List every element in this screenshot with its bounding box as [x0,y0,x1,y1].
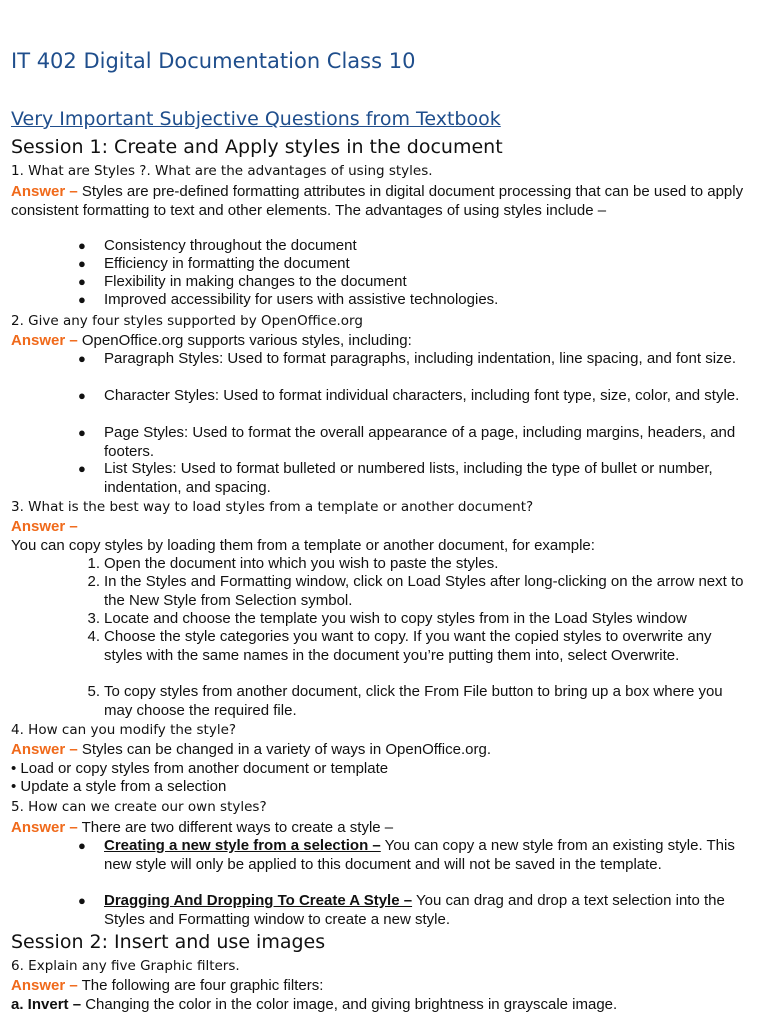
list-item: ● Improved accessibility for users with assistive technologies. [78,291,499,308]
bullet-icon: ● [78,274,86,289]
answer-label: Answer – [11,977,78,994]
list-item: 1. Open the document into which you wish to paste the styles. [87,555,499,572]
list-item: ● Efficiency in formatting the document [78,255,350,272]
bullet-icon: ● [78,425,86,440]
question-3: 3. What is the best way to load styles from a template or another document? [11,499,534,515]
list-item: 2. In the Styles and Formatting window, click on Load Styles after long-clicking on the arrow next to the New Style from Selection symbol. [87,573,744,609]
answer-label: Answer – [11,332,78,349]
bullet-icon: ● [78,351,86,366]
question-6: 6. Explain any five Graphic filters. [11,958,240,974]
bullet-icon: ● [78,461,86,476]
answer-2 [11,332,746,351]
list-item: ● Creating a new style from a selection – You can copy a new style from an existing style. This new style will only be applied to this document and will not be saved in the template. [78,837,735,873]
answer-3-text: You can copy styles by loading them from a template or another document, for example: [11,537,595,554]
answer-1 [11,183,746,220]
term: Dragging And Dropping To Create A Style – [104,892,413,909]
question-2: 2. Give any four styles supported by OpenOffice.org [11,313,363,329]
answer-6-text: The following are four graphic filters: [81,977,324,994]
answer-1-text: Styles are pre-defined formatting attributes in digital document processing that can be used to apply consistent formatting to text and other elements. The advantages of using styles include – [11,183,744,219]
answer-label: Answer – [11,819,78,836]
subtitle-link[interactable]: Very Important Subjective Questions from Textbook [11,108,501,130]
list-item: ● List Styles: Used to format bulleted or numbered lists, including the type of bullet or number, indentation, and spacing. [78,460,713,496]
bullet-icon: ● [78,238,86,253]
answer-4-text: Styles can be changed in a variety of ways in OpenOffice.org. [81,741,491,758]
list-item: ● Page Styles: Used to format the overall appearance of a page, including margins, headers, and footers. [78,424,736,460]
answer-2-text: OpenOffice.org supports various styles, including: [81,332,412,349]
question-4: 4. How can you modify the style? [11,722,237,738]
answer-4-line: • Update a style from a selection [11,778,227,795]
bullet-icon: ● [78,893,86,908]
list-item: 4. Choose the style categories you want to copy. If you want the copied styles to overwrite any styles with the same names in the document you’re putting them into, select Overwrite. [87,628,712,664]
document-title: IT 402 Digital Documentation Class 10 [11,49,416,73]
list-item: ● Flexibility in making changes to the document [78,273,407,290]
session-2-heading: Session 2: Insert and use images [11,931,326,953]
list-item: ● Consistency throughout the document [78,237,357,254]
list-item: ● Character Styles: Used to format individual characters, including font type, size, color, and style. [78,387,740,404]
list-item: ● Dragging And Dropping To Create A Style – You can drag and drop a text selection into the Styles and Formatting window to create a new style. [78,892,725,928]
bullet-icon: ● [78,256,86,271]
answer-6 [11,977,746,996]
bullet-icon: ● [78,292,86,307]
answer-4-line: • Load or copy styles from another document or template [11,760,389,777]
answer-label: Answer – [11,518,78,535]
question-5: 5. How can we create our own styles? [11,799,267,815]
answer-label: Answer – [11,183,78,200]
bullet-icon: ● [78,388,86,403]
question-1: 1. What are Styles ?. What are the advantages of using styles. [11,163,433,179]
list-item: ● Paragraph Styles: Used to format paragraphs, including indentation, line spacing, and font size. [78,350,737,367]
answer-label: Answer – [11,741,78,758]
answer-5-text: There are two different ways to create a style – [81,819,394,836]
list-item: 3. Locate and choose the template you wish to copy styles from in the Load Styles window [87,610,687,627]
answer-4 [11,741,746,760]
list-item: 5. To copy styles from another document, click the From File button to bring up a box where you may choose the required file. [87,683,723,719]
answer-5 [11,819,746,838]
bullet-icon: ● [78,838,86,853]
answer-6-item: a. Invert – Changing the color in the color image, and giving brightness in grayscale image. [11,996,618,1013]
term: Creating a new style from a selection – [104,837,381,854]
session-1-heading: Session 1: Create and Apply styles in the document [11,136,503,158]
term: a. Invert – [11,996,82,1013]
answer-3-label [11,518,746,537]
